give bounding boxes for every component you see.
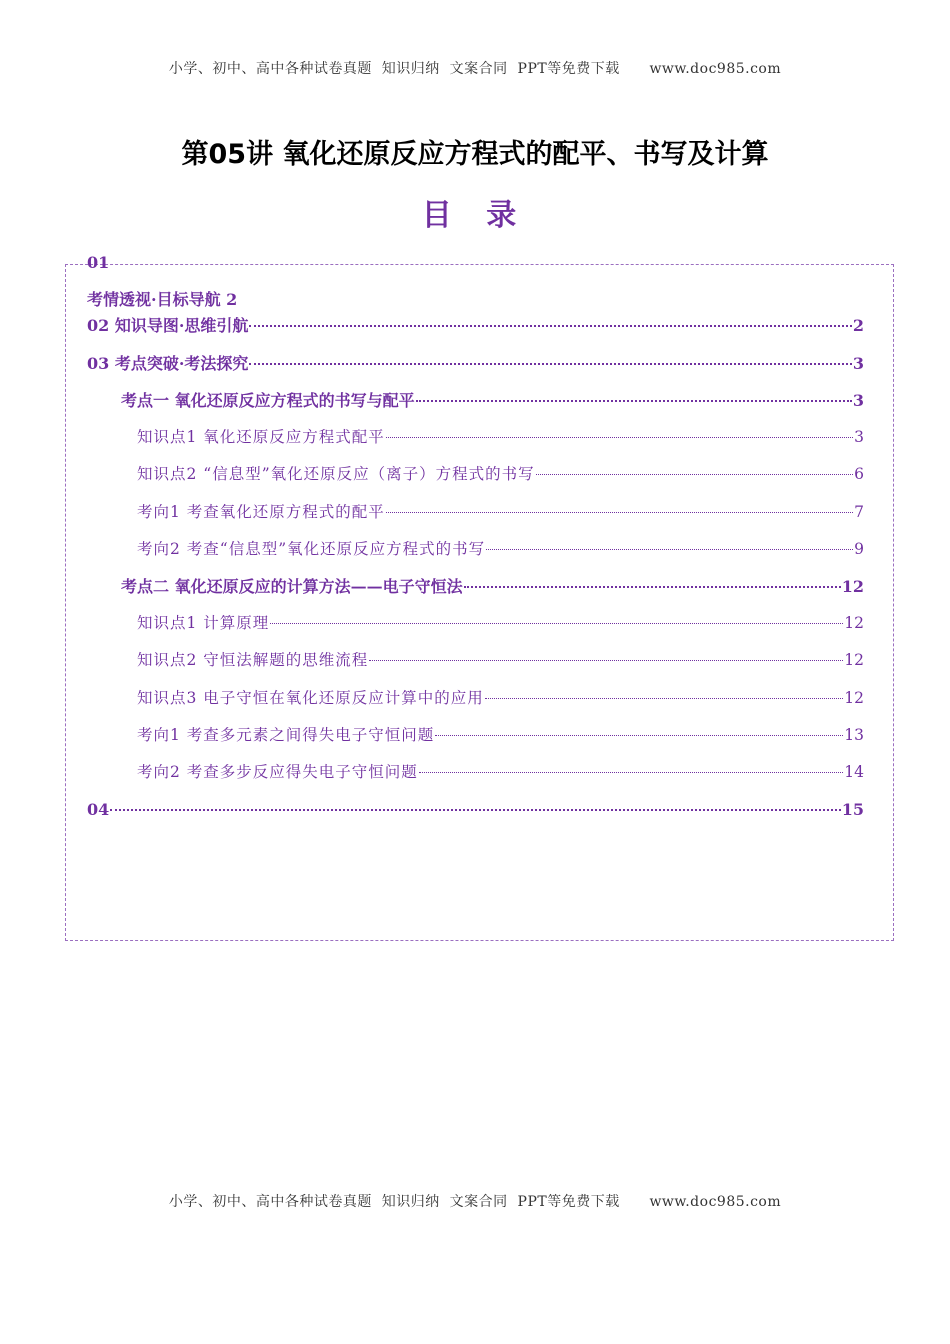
toc-entry-label: 知识点2 守恒法解题的思维流程 <box>137 651 369 669</box>
dot-leader <box>249 347 851 365</box>
toc-entry-label: 知识点1 计算原理 <box>137 614 270 632</box>
toc-entry-knowledge-2-1[interactable] <box>137 611 864 633</box>
toc-page-number: 12 <box>844 651 864 669</box>
toc-entry-label: 考向2 考查“信息型”氧化还原反应方程式的书写 <box>137 540 486 558</box>
dot-leader <box>270 608 843 625</box>
toc-entry-01-label[interactable]: 考情透视·目标导航 2 <box>87 290 238 309</box>
toc-page-number: 2 <box>852 316 864 335</box>
toc-entry-label: 考向1 考查氧化还原方程式的配平 <box>137 503 385 521</box>
toc-page-number: 7 <box>854 503 864 521</box>
toc-entry-direction-1-2[interactable] <box>137 537 864 559</box>
document-title: 第05讲 氧化还原反应方程式的配平、书写及计算 <box>181 139 769 170</box>
toc-page-number: 3 <box>852 354 864 373</box>
toc-entry-label: 考点一 氧化还原反应方程式的书写与配平 <box>121 391 415 410</box>
toc-page-number: 6 <box>854 465 864 483</box>
toc-entry-direction-2-2[interactable] <box>137 760 864 782</box>
dot-leader <box>416 384 852 402</box>
toc-entry-label: 02 知识导图·思维引航 <box>87 316 249 335</box>
toc-entry-knowledge-2-2[interactable] <box>137 648 864 670</box>
dot-leader <box>485 683 843 700</box>
toc-entry-knowledge-1-2[interactable] <box>137 462 864 484</box>
toc-heading: 目 录 <box>421 198 529 233</box>
toc-page-number: 12 <box>841 577 864 596</box>
toc-entry-knowledge-1-1[interactable] <box>137 425 864 447</box>
toc-page-number: 3 <box>852 391 864 410</box>
dot-leader <box>249 309 851 327</box>
dot-leader <box>110 793 840 811</box>
dot-leader <box>486 534 853 551</box>
toc-page-number: 3 <box>854 428 864 446</box>
toc-entry-knowledge-2-3[interactable] <box>137 686 864 708</box>
dot-leader <box>435 720 843 737</box>
page-header: 小学、初中、高中各种试卷真题 知识归纳 文案合同 PPT等免费下载 www.doc985.com <box>168 61 782 77</box>
toc-entry-label: 03 考点突破·考法探究 <box>87 354 249 373</box>
dot-leader <box>369 645 843 662</box>
toc-entry-direction-1-1[interactable] <box>137 500 864 522</box>
dot-leader <box>386 422 853 439</box>
dot-leader <box>386 497 853 514</box>
dot-leader <box>464 570 841 588</box>
toc-entry-direction-2-1[interactable] <box>137 723 864 745</box>
toc-entry-01-number: 01 <box>87 253 110 272</box>
toc-page-number: 9 <box>854 540 864 558</box>
toc-entry-03[interactable] <box>87 351 864 374</box>
toc-page-number: 14 <box>844 763 864 781</box>
toc-entry-kaodian-2[interactable] <box>121 574 864 597</box>
toc-entry-label: 知识点2 “信息型”氧化还原反应（离子）方程式的书写 <box>137 465 535 483</box>
toc-entry-label: 知识点1 氧化还原反应方程式配平 <box>137 428 385 446</box>
toc-entry-label: 考向1 考查多元素之间得失电子守恒问题 <box>137 726 435 744</box>
page-footer: 小学、初中、高中各种试卷真题 知识归纳 文案合同 PPT等免费下载 www.doc985.com <box>168 1194 782 1210</box>
toc-entry-kaodian-1[interactable] <box>121 388 864 411</box>
toc-entry-label: 考点二 氧化还原反应的计算方法——电子守恒法 <box>121 577 463 596</box>
toc-page-number: 12 <box>844 614 864 632</box>
dot-leader <box>419 757 843 774</box>
toc-entry-04[interactable] <box>87 797 864 819</box>
toc-entry-label: 知识点3 电子守恒在氧化还原反应计算中的应用 <box>137 689 484 707</box>
toc-entry-label: 考向2 考查多步反应得失电子守恒问题 <box>137 763 418 781</box>
toc-page-number: 13 <box>844 726 864 744</box>
dot-leader <box>536 459 853 476</box>
toc-entry-label: 04 <box>87 800 110 819</box>
toc-page-number: 12 <box>844 689 864 707</box>
toc-entry-02[interactable] <box>87 313 864 336</box>
toc-page-number: 15 <box>841 800 864 819</box>
